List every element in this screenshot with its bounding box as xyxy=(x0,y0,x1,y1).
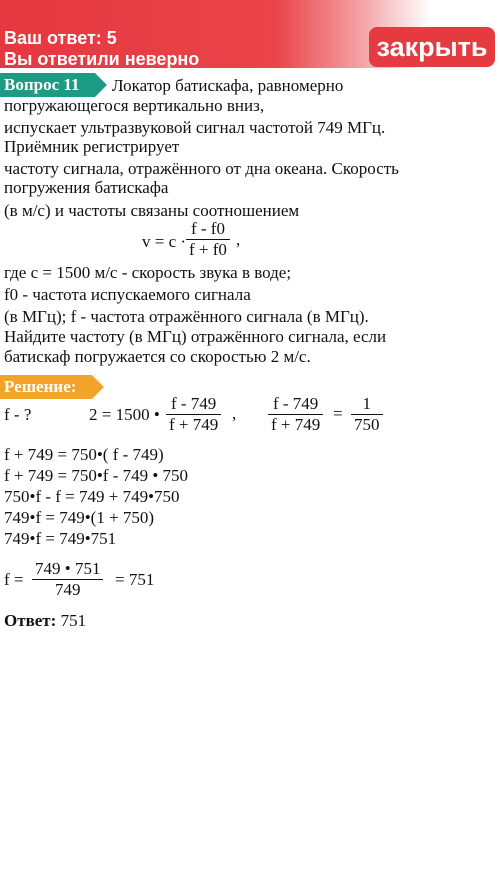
final-lhs: f = xyxy=(4,570,24,589)
final-rhs: = 751 xyxy=(115,570,155,589)
ratio-fraction xyxy=(268,394,323,435)
ratio-numerator: f - 749 xyxy=(268,394,323,415)
solution-step: f + 749 = 750•( f - 749) xyxy=(4,445,164,464)
question-line: погружающегося вертикально вниз, xyxy=(4,96,265,115)
ratio-result-denominator: 750 xyxy=(354,415,380,434)
formula-denominator: f + f0 xyxy=(189,240,227,259)
question-line: погружения батискафа xyxy=(4,178,169,197)
question-line: испускает ультразвуковой сигнал частотой 749 МГц. xyxy=(4,118,386,137)
unknown-label: f - ? xyxy=(4,405,32,424)
f0-definition: f0 - частота испускаемого сигнала xyxy=(4,285,251,304)
ratio-denominator: f + 749 xyxy=(271,415,321,434)
ratio-equals: = xyxy=(333,404,343,423)
formula-fraction xyxy=(186,219,230,260)
question-line: частоту сигнала, отражённого от дна океана. Скорость xyxy=(4,159,399,178)
equation-denominator: f + 749 xyxy=(169,415,219,434)
f-definition: (в МГц); f - частота отражённого сигнала (в МГц). xyxy=(4,307,369,326)
question-line: Приёмник регистрирует xyxy=(4,137,180,156)
formula-comma: , xyxy=(236,230,241,249)
solution-step: 750•f - f = 749 + 749•750 xyxy=(4,487,180,506)
your-answer-text: Ваш ответ: 5 xyxy=(4,28,117,48)
ratio-result-numerator: 1 xyxy=(351,394,383,415)
question-line: (в м/с) и частоты связаны соотношением xyxy=(4,201,300,220)
equation-numerator: f - 749 xyxy=(166,394,221,415)
equation-comma: , xyxy=(232,404,237,423)
equation-fraction xyxy=(166,394,221,435)
result-header xyxy=(0,0,500,68)
formula-numerator: f - f0 xyxy=(186,219,230,240)
formula-lhs: v = c · xyxy=(142,232,187,251)
verdict-text: Вы ответили неверно xyxy=(4,49,200,69)
answer-label: Ответ: xyxy=(4,611,57,630)
question-ask: батискаф погружается со скоростью 2 м/с. xyxy=(4,347,311,366)
question-ask: Найдите частоту (в МГц) отражённого сигнала, если xyxy=(4,327,387,346)
question-badge: Вопрос 11 xyxy=(0,73,95,97)
solution-step: f + 749 = 750•f - 749 • 750 xyxy=(4,466,189,485)
final-denominator: 749 xyxy=(54,580,81,599)
answer-value: 751 xyxy=(60,611,87,630)
solution-step: 749•f = 749•(1 + 750) xyxy=(4,508,155,527)
equation-lhs: 2 = 1500 • xyxy=(89,405,160,424)
ratio-result-fraction xyxy=(351,394,383,435)
answer-line xyxy=(4,611,86,631)
solution-badge: Решение: xyxy=(0,375,92,399)
where-line: где c = 1500 м/с - скорость звука в воде; xyxy=(4,263,292,282)
close-button[interactable]: закрыть xyxy=(369,27,495,67)
final-numerator: 749 • 751 xyxy=(32,559,103,580)
final-fraction xyxy=(32,559,103,600)
question-line: Локатор батискафа, равномерно xyxy=(112,76,344,95)
solution-step: 749•f = 749•751 xyxy=(4,529,117,548)
